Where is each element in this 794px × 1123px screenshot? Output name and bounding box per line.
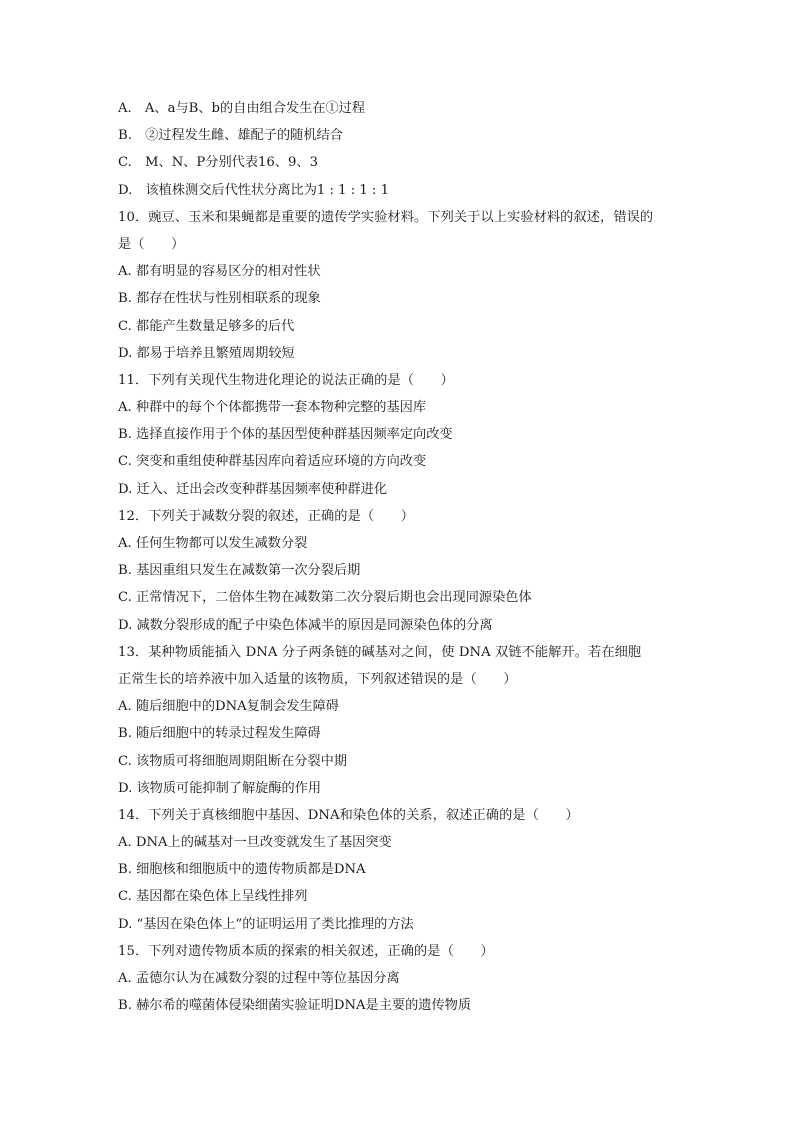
question-stem: 是（ ） <box>118 236 185 252</box>
option-line: C. 该物质可将细胞周期阻断在分裂中期 <box>118 753 348 769</box>
option-line: D. 该植株测交后代性状分离比为1 : 1 : 1 : 1 <box>118 182 389 198</box>
option-line: D. 都易于培养且繁殖周期较短 <box>118 345 295 361</box>
option-line: D. 减数分裂形成的配子中染色体减半的原因是同源染色体的分离 <box>118 617 493 633</box>
option-line: A. 都有明显的容易区分的相对性状 <box>118 264 321 280</box>
option-line: A. 任何生物都可以发生减数分裂 <box>118 536 308 551</box>
question-14 <box>118 802 684 938</box>
option-line: C. 正常情况下，二倍体生物在减数第二次分裂后期也会出现同源染色体 <box>118 590 532 606</box>
option-line: C. 都能产生数量足够多的后代 <box>118 318 295 334</box>
question-stem: 13．某种物质能插入 DNA 分子两条链的碱基对之间，使 DNA 双链不能解开。若在细胞 <box>118 644 642 660</box>
question-stem: 14．下列关于真核细胞中基因、DNA和染色体的关系，叙述正确的是（ ） <box>118 807 579 823</box>
question-15 <box>118 938 684 1020</box>
option-line: B. ②过程发生雌、雄配子的随机结合 <box>118 128 343 144</box>
option-line: B. 细胞核和细胞质中的遗传物质都是DNA <box>118 862 366 878</box>
option-line: B. 基因重组只发生在减数第一次分裂后期 <box>118 563 361 579</box>
question-10 <box>118 204 684 367</box>
question-stem: 10．豌豆、玉米和果蝇都是重要的遗传学实验材料。下列关于以上实验材料的叙述，错误的 <box>118 209 654 225</box>
option-line: C. 突变和重组使种群基因库向着适应环境的方向改变 <box>118 454 427 470</box>
option-line: B. 都存在性状与性别相联系的现象 <box>118 291 321 307</box>
option-line: A. DNA上的碱基对一旦改变就发生了基因突变 <box>118 835 392 851</box>
option-line: B. 随后细胞中的转录过程发生障碍 <box>118 726 321 742</box>
question-stem: 15．下列对遗传物质本质的探索的相关叙述，正确的是（ ） <box>118 943 494 959</box>
option-line: B. 赫尔希的噬菌体侵染细菌实验证明DNA是主要的遗传物质 <box>118 998 472 1014</box>
option-line: D. 该物质可能抑制了解旋酶的作用 <box>118 780 322 796</box>
option-line: C. M、N、P分别代表16、9、3 <box>118 155 318 171</box>
option-line: D. 迁入、迁出会改变种群基因频率使种群进化 <box>118 481 388 497</box>
question-11 <box>118 367 684 503</box>
previous-question-options <box>118 95 684 204</box>
question-12 <box>118 503 684 639</box>
option-line: A. 种群中的每个个体都携带一套本物种完整的基因库 <box>118 400 427 416</box>
option-line: A. 随后细胞中的DNA复制会发生障碍 <box>118 699 339 715</box>
option-line: C. 基因都在染色体上呈线性排列 <box>118 889 308 905</box>
option-line: D. “基因在染色体上”的证明运用了类比推理的方法 <box>118 916 414 932</box>
exam-page <box>118 95 684 1019</box>
option-line: B. 选择直接作用于个体的基因型使种群基因频率定向改变 <box>118 427 453 443</box>
option-line: A. 孟德尔认为在减数分裂的过程中等位基因分离 <box>118 971 400 986</box>
question-stem: 12．下列关于减数分裂的叙述，正确的是（ ） <box>118 508 415 524</box>
question-stem: 正常生长的培养液中加入适量的该物质，下列叙述错误的是（ ） <box>118 671 517 687</box>
option-line: A. A、a与B、b的自由组合发生在①过程 <box>118 101 366 116</box>
question-13 <box>118 639 684 802</box>
question-stem: 11．下列有关现代生物进化理论的说法正确的是（ ） <box>118 372 454 388</box>
